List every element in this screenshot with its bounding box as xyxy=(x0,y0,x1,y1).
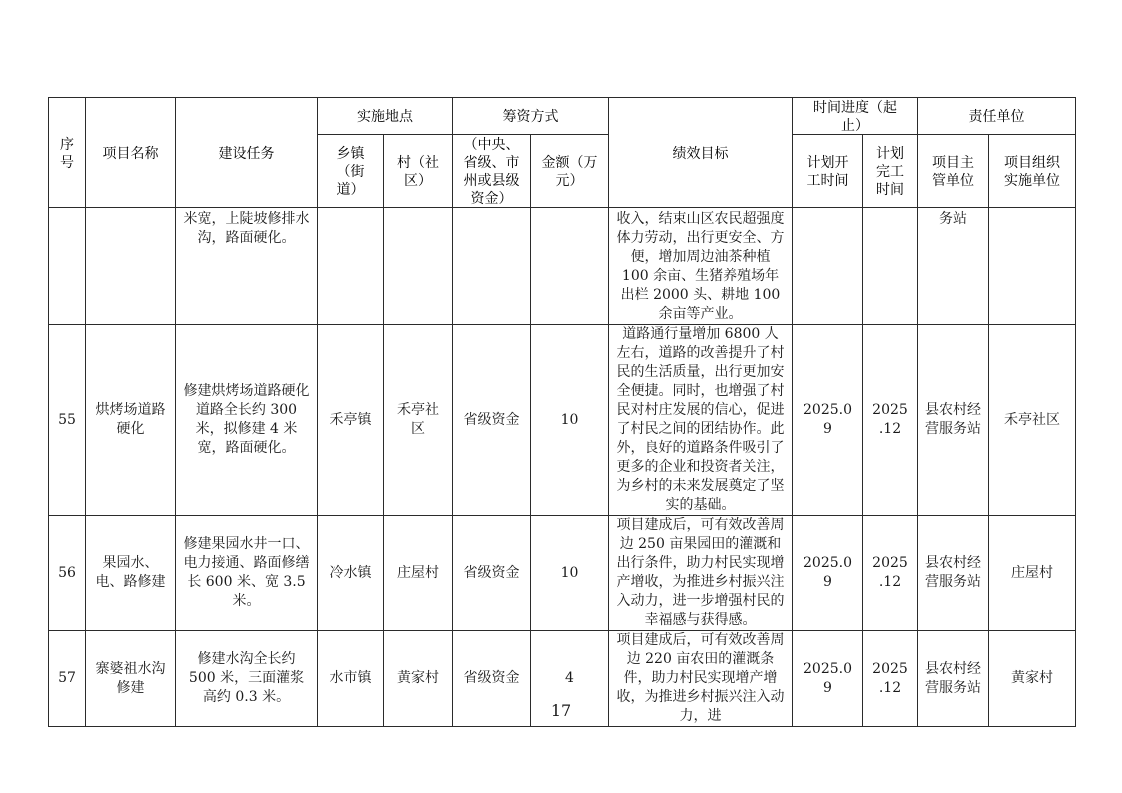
cell-index xyxy=(49,208,86,325)
cell-plan-start: 2025.09 xyxy=(793,631,863,727)
header-plan-start: 计划开工时间 xyxy=(793,135,863,208)
cell-supervisor: 县农村经营服务站 xyxy=(918,516,989,631)
cell-implementer: 禾亭社区 xyxy=(989,325,1076,516)
header-fund-source: （中央、省级、市州或县级资金） xyxy=(453,135,531,208)
cell-town: 禾亭镇 xyxy=(318,325,384,516)
header-project-name: 项目名称 xyxy=(86,98,176,208)
cell-task: 修建果园水井一口、电力接通、路面修缮长 600 米、宽 3.5 米。 xyxy=(176,516,318,631)
cell-plan-end: 2025.12 xyxy=(863,631,918,727)
header-index: 序号 xyxy=(49,98,86,208)
cell-amount: 10 xyxy=(531,325,609,516)
cell-plan-end: 2025.12 xyxy=(863,516,918,631)
cell-goal: 道路通行量增加 6800 人左右，道路的改善提升了村民的生活质量，出行更加安全便捷。同时，也增强了村民对村庄发展的信心，促进了村民之间的团结协作。此外，良好的道路条件吸引了更多的企业和投资者关注，为乡村的未来发展奠定了坚实的基础。 xyxy=(609,325,793,516)
cell-task: 修建烘烤场道路硬化道路全长约 300 米，拟修建 4 米宽，路面硬化。 xyxy=(176,325,318,516)
cell-index: 55 xyxy=(49,325,86,516)
header-group-responsible: 责任单位 xyxy=(918,98,1076,135)
cell-index: 56 xyxy=(49,516,86,631)
page-number: 17 xyxy=(550,701,572,720)
cell-fund-source: 省级资金 xyxy=(453,325,531,516)
header-group-funding: 筹资方式 xyxy=(453,98,609,135)
header-group-row xyxy=(49,98,1076,135)
cell-town: 冷水镇 xyxy=(318,516,384,631)
table-row xyxy=(49,325,1076,516)
header-town: 乡镇（街道） xyxy=(318,135,384,208)
table-row-continued xyxy=(49,208,1076,325)
cell-plan-end xyxy=(863,208,918,325)
cell-supervisor: 县农村经营服务站 xyxy=(918,631,989,727)
header-goal: 绩效目标 xyxy=(609,98,793,208)
cell-town xyxy=(318,208,384,325)
cell-amount: 10 xyxy=(531,516,609,631)
cell-implementer: 庄屋村 xyxy=(989,516,1076,631)
cell-supervisor: 县农村经营服务站 xyxy=(918,325,989,516)
project-table xyxy=(48,97,1076,727)
cell-town: 水市镇 xyxy=(318,631,384,727)
table-row xyxy=(49,516,1076,631)
header-plan-end: 计划完工时间 xyxy=(863,135,918,208)
cell-goal: 项目建成后，可有效改善周边 250 亩果园田的灌溉和出行条件，助力村民实现增产增收，为推进乡村振兴注入动力，进一步增强村民的幸福感与获得感。 xyxy=(609,516,793,631)
header-village: 村（社区） xyxy=(384,135,453,208)
cell-village: 禾亭社区 xyxy=(384,325,453,516)
cell-plan-start: 2025.09 xyxy=(793,516,863,631)
cell-plan-end: 2025.12 xyxy=(863,325,918,516)
cell-amount: 4 xyxy=(531,631,609,727)
cell-goal: 项目建成后，可有效改善周边 220 亩农田的灌溉条件，助力村民实现增产增收，为推进乡村振兴注入动力，进 xyxy=(609,631,793,727)
header-task: 建设任务 xyxy=(176,98,318,208)
header-group-schedule: 时间进度（起止） xyxy=(793,98,918,135)
cell-task: 米宽，上陡坡修排水沟，路面硬化。 xyxy=(176,208,318,325)
cell-fund-source: 省级资金 xyxy=(453,516,531,631)
cell-amount xyxy=(531,208,609,325)
cell-fund-source xyxy=(453,208,531,325)
cell-village: 黄家村 xyxy=(384,631,453,727)
cell-project-name: 烘烤场道路硬化 xyxy=(86,325,176,516)
cell-project-name: 寨婆祖水沟修建 xyxy=(86,631,176,727)
cell-plan-start xyxy=(793,208,863,325)
cell-village: 庄屋村 xyxy=(384,516,453,631)
header-supervisor: 项目主管单位 xyxy=(918,135,989,208)
cell-implementer: 黄家村 xyxy=(989,631,1076,727)
cell-supervisor: 务站 xyxy=(918,208,989,325)
cell-fund-source: 省级资金 xyxy=(453,631,531,727)
cell-project-name: 果园水、电、路修建 xyxy=(86,516,176,631)
header-group-location: 实施地点 xyxy=(318,98,453,135)
header-amount: 金额（万元） xyxy=(531,135,609,208)
cell-goal: 收入，结束山区农民超强度体力劳动，出行更安全、方便，增加周边油茶种植 100 余亩、生猪养殖场年出栏 2000 头、耕地 100 余亩等产业。 xyxy=(609,208,793,325)
cell-task: 修建水沟全长约 500 米，三面灌浆高约 0.3 米。 xyxy=(176,631,318,727)
cell-project-name xyxy=(86,208,176,325)
cell-village xyxy=(384,208,453,325)
cell-plan-start: 2025.09 xyxy=(793,325,863,516)
cell-index: 57 xyxy=(49,631,86,727)
cell-implementer xyxy=(989,208,1076,325)
header-implementer: 项目组织实施单位 xyxy=(989,135,1076,208)
